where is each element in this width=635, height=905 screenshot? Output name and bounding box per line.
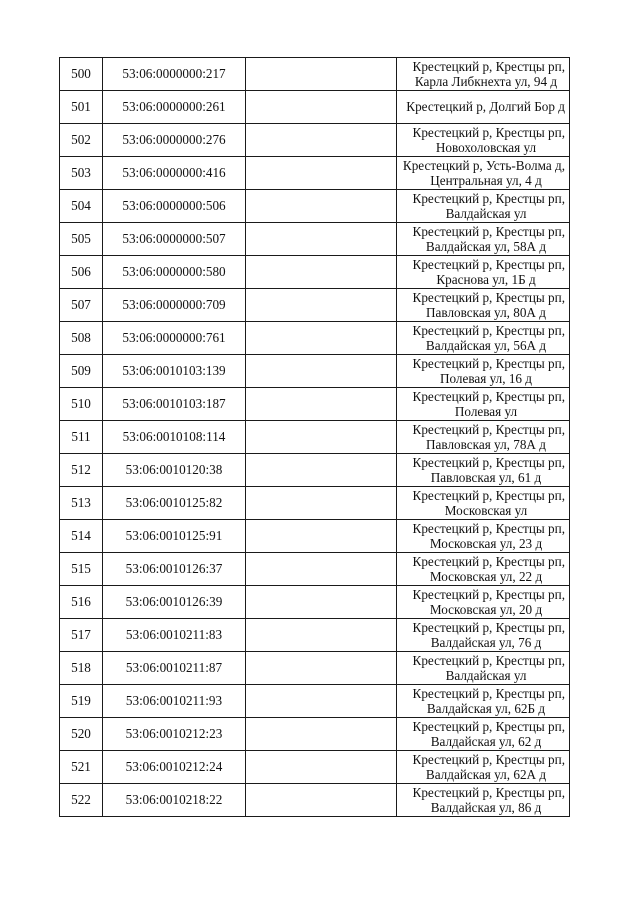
table-row	[60, 124, 570, 157]
row-number-cell: 507	[60, 289, 103, 322]
address-line-1: Крестецкий р, Крестцы рп,	[412, 487, 565, 503]
table-row	[60, 388, 570, 421]
address-line-2: Полевая ул	[454, 404, 518, 419]
table-row	[60, 223, 570, 256]
registry-table-body	[60, 58, 570, 817]
cadastral-number-cell: 53:06:0000000:261	[103, 91, 246, 124]
cadastral-number-cell: 53:06:0000000:217	[103, 58, 246, 91]
address-cell	[397, 157, 570, 190]
cadastral-number-cell: 53:06:0010125:82	[103, 487, 246, 520]
address-line-1: Крестецкий р, Крестцы рп,	[412, 355, 565, 371]
address-line-2: Московская ул	[444, 503, 528, 518]
table-row	[60, 322, 570, 355]
address-line-2: Московская ул, 23 д	[429, 536, 543, 551]
address-line-2: Краснова ул, 1Б д	[436, 272, 536, 287]
cadastral-number-cell: 53:06:0010103:187	[103, 388, 246, 421]
cadastral-number-cell: 53:06:0010212:23	[103, 718, 246, 751]
empty-cell	[246, 454, 397, 487]
address-line-2: Валдайская ул	[445, 206, 527, 221]
row-number-cell: 517	[60, 619, 103, 652]
address-line-2: Валдайская ул, 62А д	[425, 767, 547, 782]
cadastral-number-cell: 53:06:0010125:91	[103, 520, 246, 553]
empty-cell	[246, 718, 397, 751]
address-line-1: Крестецкий р, Долгий Бор д	[406, 99, 565, 115]
address-line-1: Крестецкий р, Крестцы рп,	[412, 124, 565, 140]
address-line-2: Валдайская ул, 62 д	[430, 734, 542, 749]
empty-cell	[246, 619, 397, 652]
address-line-1: Крестецкий р, Усть-Волма д,	[402, 157, 565, 173]
address-line-1: Крестецкий р, Крестцы рп,	[412, 289, 565, 305]
empty-cell	[246, 553, 397, 586]
address-line-1: Крестецкий р, Крестцы рп,	[412, 256, 565, 272]
address-line-2: Валдайская ул	[445, 668, 527, 683]
address-cell	[397, 586, 570, 619]
address-line-2: Московская ул, 20 д	[429, 602, 543, 617]
row-number-cell: 506	[60, 256, 103, 289]
cadastral-number-cell: 53:06:0010212:24	[103, 751, 246, 784]
address-line-2: Павловская ул, 61 д	[430, 470, 542, 485]
row-number-cell: 508	[60, 322, 103, 355]
cadastral-number-cell: 53:06:0000000:761	[103, 322, 246, 355]
address-line-2: Павловская ул, 78А д	[426, 437, 546, 452]
table-row	[60, 190, 570, 223]
cadastral-number-cell: 53:06:0000000:416	[103, 157, 246, 190]
table-row	[60, 157, 570, 190]
address-line-1: Крестецкий р, Крестцы рп,	[412, 751, 565, 767]
address-line-2: Московская ул, 22 д	[429, 569, 543, 584]
empty-cell	[246, 388, 397, 421]
empty-cell	[246, 289, 397, 322]
table-row	[60, 520, 570, 553]
address-line-1: Крестецкий р, Крестцы рп,	[412, 685, 565, 701]
table-row	[60, 652, 570, 685]
address-line-1: Крестецкий р, Крестцы рп,	[412, 388, 565, 404]
row-number-cell: 512	[60, 454, 103, 487]
row-number-cell: 500	[60, 58, 103, 91]
table-row	[60, 58, 570, 91]
row-number-cell: 510	[60, 388, 103, 421]
empty-cell	[246, 355, 397, 388]
address-cell	[397, 718, 570, 751]
empty-cell	[246, 652, 397, 685]
row-number-cell: 522	[60, 784, 103, 817]
table-row	[60, 91, 570, 124]
row-number-cell: 515	[60, 553, 103, 586]
empty-cell	[246, 58, 397, 91]
address-cell	[397, 190, 570, 223]
cadastral-number-cell: 53:06:0010211:83	[103, 619, 246, 652]
address-line-1: Крестецкий р, Крестцы рп,	[412, 586, 565, 602]
address-line-1: Крестецкий р, Крестцы рп,	[412, 322, 565, 338]
address-line-2: Центральная ул, 4 д	[430, 173, 542, 188]
address-line-2: Валдайская ул, 56А д	[425, 338, 547, 353]
row-number-cell: 519	[60, 685, 103, 718]
address-line-2: Валдайская ул, 86 д	[430, 800, 542, 815]
row-number-cell: 521	[60, 751, 103, 784]
address-cell	[397, 289, 570, 322]
empty-cell	[246, 784, 397, 817]
empty-cell	[246, 223, 397, 256]
address-cell	[397, 520, 570, 553]
row-number-cell: 514	[60, 520, 103, 553]
address-line-1: Крестецкий р, Крестцы рп,	[412, 619, 565, 635]
empty-cell	[246, 157, 397, 190]
table-row	[60, 751, 570, 784]
address-cell	[397, 223, 570, 256]
address-line-2: Карла Либкнехта ул, 94 д	[414, 74, 558, 89]
table-row	[60, 487, 570, 520]
row-number-cell: 504	[60, 190, 103, 223]
address-cell	[397, 322, 570, 355]
address-cell	[397, 619, 570, 652]
cadastral-number-cell: 53:06:0000000:580	[103, 256, 246, 289]
empty-cell	[246, 586, 397, 619]
row-number-cell: 501	[60, 91, 103, 124]
address-line-2: Валдайская ул, 76 д	[430, 635, 542, 650]
address-cell	[397, 784, 570, 817]
address-line-2: Новохоловская ул	[435, 140, 537, 155]
address-cell	[397, 388, 570, 421]
table-row	[60, 256, 570, 289]
address-line-1: Крестецкий р, Крестцы рп,	[412, 784, 565, 800]
cadastral-number-cell: 53:06:0010211:93	[103, 685, 246, 718]
table-row	[60, 586, 570, 619]
property-registry-table	[59, 57, 570, 817]
empty-cell	[246, 685, 397, 718]
row-number-cell: 502	[60, 124, 103, 157]
table-row	[60, 619, 570, 652]
row-number-cell: 509	[60, 355, 103, 388]
address-line-1: Крестецкий р, Крестцы рп,	[412, 652, 565, 668]
address-cell	[397, 454, 570, 487]
empty-cell	[246, 91, 397, 124]
address-cell	[397, 685, 570, 718]
cadastral-number-cell: 53:06:0000000:276	[103, 124, 246, 157]
address-line-1: Крестецкий р, Крестцы рп,	[412, 553, 565, 569]
empty-cell	[246, 124, 397, 157]
cadastral-number-cell: 53:06:0010108:114	[103, 421, 246, 454]
cadastral-number-cell: 53:06:0010120:38	[103, 454, 246, 487]
table-row	[60, 289, 570, 322]
cadastral-number-cell: 53:06:0010218:22	[103, 784, 246, 817]
row-number-cell: 511	[60, 421, 103, 454]
address-cell	[397, 91, 570, 124]
empty-cell	[246, 751, 397, 784]
address-line-1: Крестецкий р, Крестцы рп,	[412, 421, 565, 437]
address-cell	[397, 256, 570, 289]
address-line-1: Крестецкий р, Крестцы рп,	[412, 190, 565, 206]
cadastral-number-cell: 53:06:0010211:87	[103, 652, 246, 685]
address-cell	[397, 355, 570, 388]
row-number-cell: 516	[60, 586, 103, 619]
empty-cell	[246, 322, 397, 355]
table-row	[60, 685, 570, 718]
row-number-cell: 518	[60, 652, 103, 685]
row-number-cell: 513	[60, 487, 103, 520]
address-line-1: Крестецкий р, Крестцы рп,	[412, 454, 565, 470]
table-row	[60, 454, 570, 487]
address-line-2: Полевая ул, 16 д	[439, 371, 533, 386]
cadastral-number-cell: 53:06:0000000:709	[103, 289, 246, 322]
address-line-1: Крестецкий р, Крестцы рп,	[412, 520, 565, 536]
address-line-1: Крестецкий р, Крестцы рп,	[412, 58, 565, 74]
address-line-2: Валдайская ул, 58А д	[425, 239, 547, 254]
cadastral-number-cell: 53:06:0000000:507	[103, 223, 246, 256]
empty-cell	[246, 190, 397, 223]
address-line-2: Павловская ул, 80А д	[426, 305, 546, 320]
address-cell	[397, 58, 570, 91]
address-cell	[397, 124, 570, 157]
address-cell	[397, 487, 570, 520]
address-line-1: Крестецкий р, Крестцы рп,	[412, 223, 565, 239]
table-row	[60, 553, 570, 586]
table-row	[60, 355, 570, 388]
address-cell	[397, 652, 570, 685]
cadastral-number-cell: 53:06:0000000:506	[103, 190, 246, 223]
cadastral-number-cell: 53:06:0010126:37	[103, 553, 246, 586]
cadastral-number-cell: 53:06:0010103:139	[103, 355, 246, 388]
address-line-1: Крестецкий р, Крестцы рп,	[412, 718, 565, 734]
empty-cell	[246, 520, 397, 553]
cadastral-number-cell: 53:06:0010126:39	[103, 586, 246, 619]
address-cell	[397, 421, 570, 454]
address-cell	[397, 751, 570, 784]
row-number-cell: 520	[60, 718, 103, 751]
table-row	[60, 718, 570, 751]
empty-cell	[246, 256, 397, 289]
row-number-cell: 503	[60, 157, 103, 190]
row-number-cell: 505	[60, 223, 103, 256]
address-cell	[397, 553, 570, 586]
address-line-2: Валдайская ул, 62Б д	[426, 701, 546, 716]
table-row	[60, 784, 570, 817]
table-row	[60, 421, 570, 454]
empty-cell	[246, 487, 397, 520]
empty-cell	[246, 421, 397, 454]
